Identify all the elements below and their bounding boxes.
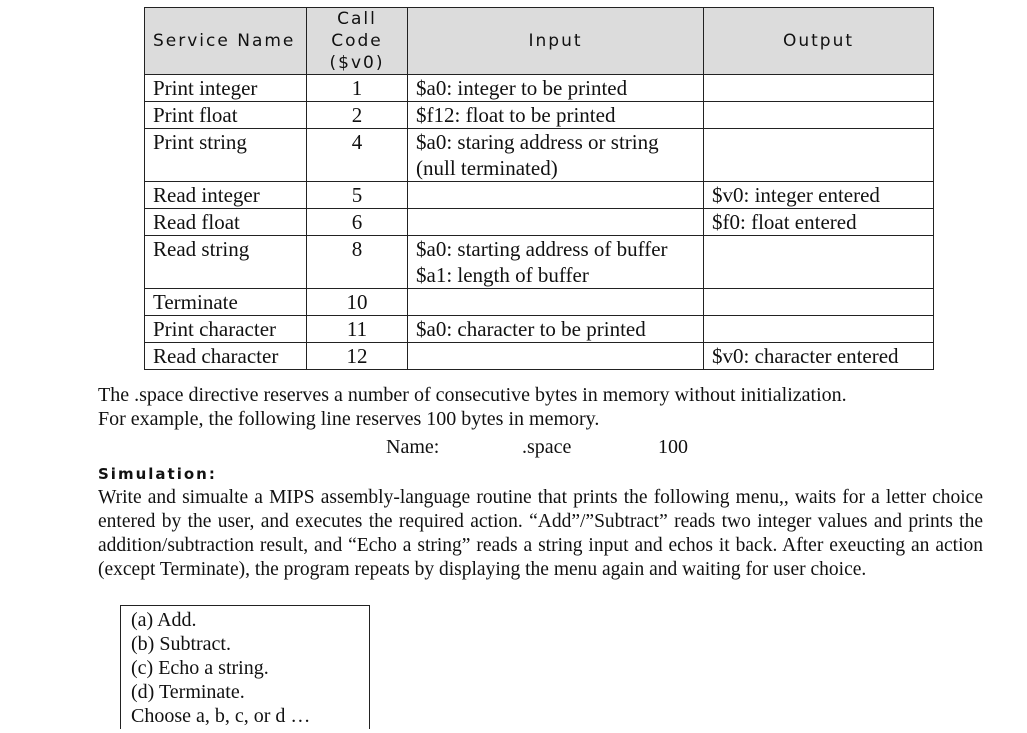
header-input: Input xyxy=(408,8,704,75)
header-call-code xyxy=(307,8,408,75)
cell-output: $f0: float entered xyxy=(704,209,934,236)
cell-output: $v0: integer entered xyxy=(704,182,934,209)
space-paragraph-line: The .space directive reserves a number of consecutive bytes in memory without initialization. xyxy=(98,384,847,406)
table-row xyxy=(145,289,934,316)
cell-input xyxy=(408,289,704,316)
cell-code: 4 xyxy=(307,129,408,182)
table-row xyxy=(145,316,934,343)
space-example-line xyxy=(386,435,688,459)
syscall-table xyxy=(144,7,934,370)
cell-code: 11 xyxy=(307,316,408,343)
cell-service: Print character xyxy=(145,316,307,343)
menu-item-add: (a) Add. xyxy=(131,609,197,631)
example-label: Name: xyxy=(386,436,440,458)
cell-code: 10 xyxy=(307,289,408,316)
cell-output xyxy=(704,75,934,102)
cell-input-line: $a1: length of buffer xyxy=(416,263,589,287)
cell-service: Terminate xyxy=(145,289,307,316)
cell-output xyxy=(704,316,934,343)
table-row xyxy=(145,129,934,182)
cell-input-line: (null terminated) xyxy=(416,156,558,180)
cell-output xyxy=(704,289,934,316)
header-output: Output xyxy=(704,8,934,75)
table-row xyxy=(145,182,934,209)
space-directive-paragraph xyxy=(98,383,983,431)
cell-service: Read character xyxy=(145,343,307,370)
space-paragraph-line: For example, the following line reserves 100 bytes in memory. xyxy=(98,408,600,430)
cell-input: $a0: character to be printed xyxy=(408,316,704,343)
cell-input xyxy=(408,343,704,370)
cell-output: $v0: character entered xyxy=(704,343,934,370)
cell-code: 6 xyxy=(307,209,408,236)
header-service-name: Service Name xyxy=(145,8,307,75)
cell-service: Print float xyxy=(145,102,307,129)
cell-output xyxy=(704,129,934,182)
cell-service: Print integer xyxy=(145,75,307,102)
cell-input-line: $a0: staring address or string xyxy=(416,130,659,154)
example-value: 100 xyxy=(658,436,688,458)
cell-input xyxy=(408,182,704,209)
menu-box xyxy=(120,605,370,729)
header-call-code-line1: Call Code xyxy=(331,9,383,51)
table-row xyxy=(145,102,934,129)
menu-prompt: Choose a, b, c, or d … xyxy=(131,705,311,727)
cell-output xyxy=(704,236,934,289)
simulation-paragraph: Write and simualte a MIPS assembly-language routine that prints the following menu,, waits for a letter choice entered by the user, and executes the required action. “Add”/”Subtract” reads two integer values and prints the addition/subtraction result, and “Echo a string” reads a string input and echos it back. After exeucting an action (except Terminate), the program repeats by displaying the menu again and waiting for user choice. xyxy=(98,487,983,580)
cell-code: 5 xyxy=(307,182,408,209)
table-header-row xyxy=(145,8,934,75)
cell-code: 2 xyxy=(307,102,408,129)
header-call-code-line2: ($v0) xyxy=(329,53,385,73)
cell-input: $a0: integer to be printed xyxy=(408,75,704,102)
cell-input xyxy=(408,236,704,289)
example-directive: .space xyxy=(522,436,572,458)
cell-input xyxy=(408,209,704,236)
menu-item-echo: (c) Echo a string. xyxy=(131,657,269,679)
menu-item-terminate: (d) Terminate. xyxy=(131,681,245,703)
cell-code: 8 xyxy=(307,236,408,289)
table-row xyxy=(145,236,934,289)
cell-service: Read string xyxy=(145,236,307,289)
cell-input xyxy=(408,129,704,182)
cell-service: Print string xyxy=(145,129,307,182)
cell-input-line: $a0: starting address of buffer xyxy=(416,237,668,261)
table-row xyxy=(145,75,934,102)
cell-service: Read integer xyxy=(145,182,307,209)
cell-input: $f12: float to be printed xyxy=(408,102,704,129)
simulation-heading: Simulation: xyxy=(98,465,217,483)
table-row xyxy=(145,343,934,370)
cell-code: 12 xyxy=(307,343,408,370)
table-row xyxy=(145,209,934,236)
cell-output xyxy=(704,102,934,129)
cell-code: 1 xyxy=(307,75,408,102)
menu-item-subtract: (b) Subtract. xyxy=(131,633,231,655)
cell-service: Read float xyxy=(145,209,307,236)
